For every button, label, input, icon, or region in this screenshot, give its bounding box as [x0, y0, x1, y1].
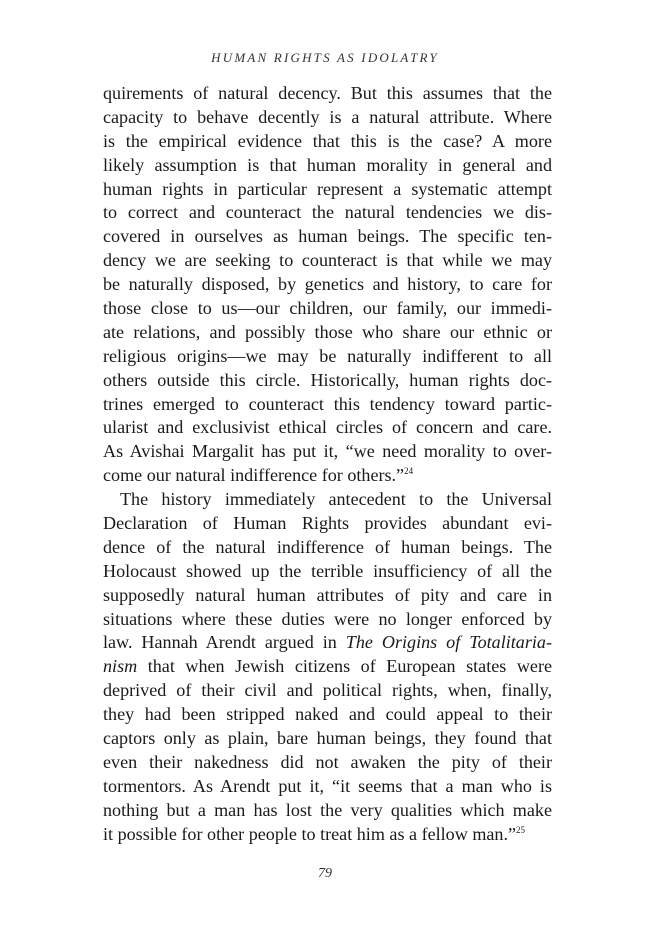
text-line: be naturally disposed, by genetics and history, to care for [103, 274, 552, 295]
text-line: dence of the natural indifference of human beings. The [103, 536, 552, 557]
footnote-ref: 25 [516, 824, 526, 835]
text-line: Declaration of Human Rights provides abundant evi- [103, 513, 552, 534]
text-line: even their nakedness did not awaken the pity of their [103, 751, 552, 772]
text-line: ate relations, and possibly those who share our ethnic or [103, 321, 552, 342]
body-text [103, 82, 552, 847]
book-title: The Origins of Totalitaria- [345, 632, 552, 653]
book-title: nism [103, 656, 138, 677]
text-line: likely assumption is that human morality in general and [103, 154, 552, 175]
text-line: law. Hannah Arendt argued in The Origins of Totalitaria- [103, 632, 552, 653]
text-line: situations where these duties were no longer enforced by [103, 608, 552, 629]
text-line: The history immediately antecedent to the Universal [120, 489, 552, 510]
text-line: trines emerged to counteract this tendency toward partic- [103, 393, 552, 414]
footnote-ref: 24 [404, 466, 414, 477]
text-line: come our natural indifference for others.”$^{24}$ [103, 465, 414, 486]
text-line: Holocaust showed up the terrible insufficiency of all the [103, 560, 552, 581]
text-line: others outside this circle. Historically, human rights doc- [103, 369, 552, 390]
text-line: dency we are seeking to counteract is that while we may [103, 250, 552, 271]
text-line: human rights in particular represent a systematic attempt [103, 178, 552, 199]
text-line: those close to us—our children, our family, our immedi- [103, 298, 552, 319]
text-line: captors only as plain, bare human beings, they found that [103, 728, 552, 749]
running-head: HUMAN RIGHTS AS IDOLATRY [211, 50, 439, 65]
paragraph-2 [103, 488, 552, 846]
text-line: tormentors. As Arendt put it, “it seems that a man who is [103, 775, 552, 796]
text-line: it possible for other people to treat him as a fellow man.”$^{25}$ [103, 823, 526, 844]
text-line: to correct and counteract the natural tendencies we dis- [103, 202, 552, 223]
text-line: covered in ourselves as human beings. The specific ten- [103, 226, 552, 247]
text-line: capacity to behave decently is a natural attribute. Where [103, 106, 552, 127]
paragraph-1 [103, 82, 552, 488]
text-line: deprived of their civil and political rights, when, finally, [103, 680, 552, 701]
text-line: ularist and exclusivist ethical circles of concern and care. [103, 417, 552, 438]
text-line: religious origins—we may be naturally indifferent to all [103, 345, 552, 366]
text-line: nothing but a man has lost the very qualities which make [103, 799, 552, 820]
text-line: supposedly natural human attributes of pity and care in [103, 584, 552, 605]
text-line: they had been stripped naked and could appeal to their [103, 704, 552, 725]
text-line: nism that when Jewish citizens of European states were [103, 656, 552, 677]
text-line: As Avishai Margalit has put it, “we need morality to over- [103, 441, 552, 462]
page-number: 79 [318, 866, 332, 881]
text-line: is the empirical evidence that this is the case? A more [103, 130, 552, 151]
text-line: quirements of natural decency. But this assumes that the [103, 83, 552, 103]
